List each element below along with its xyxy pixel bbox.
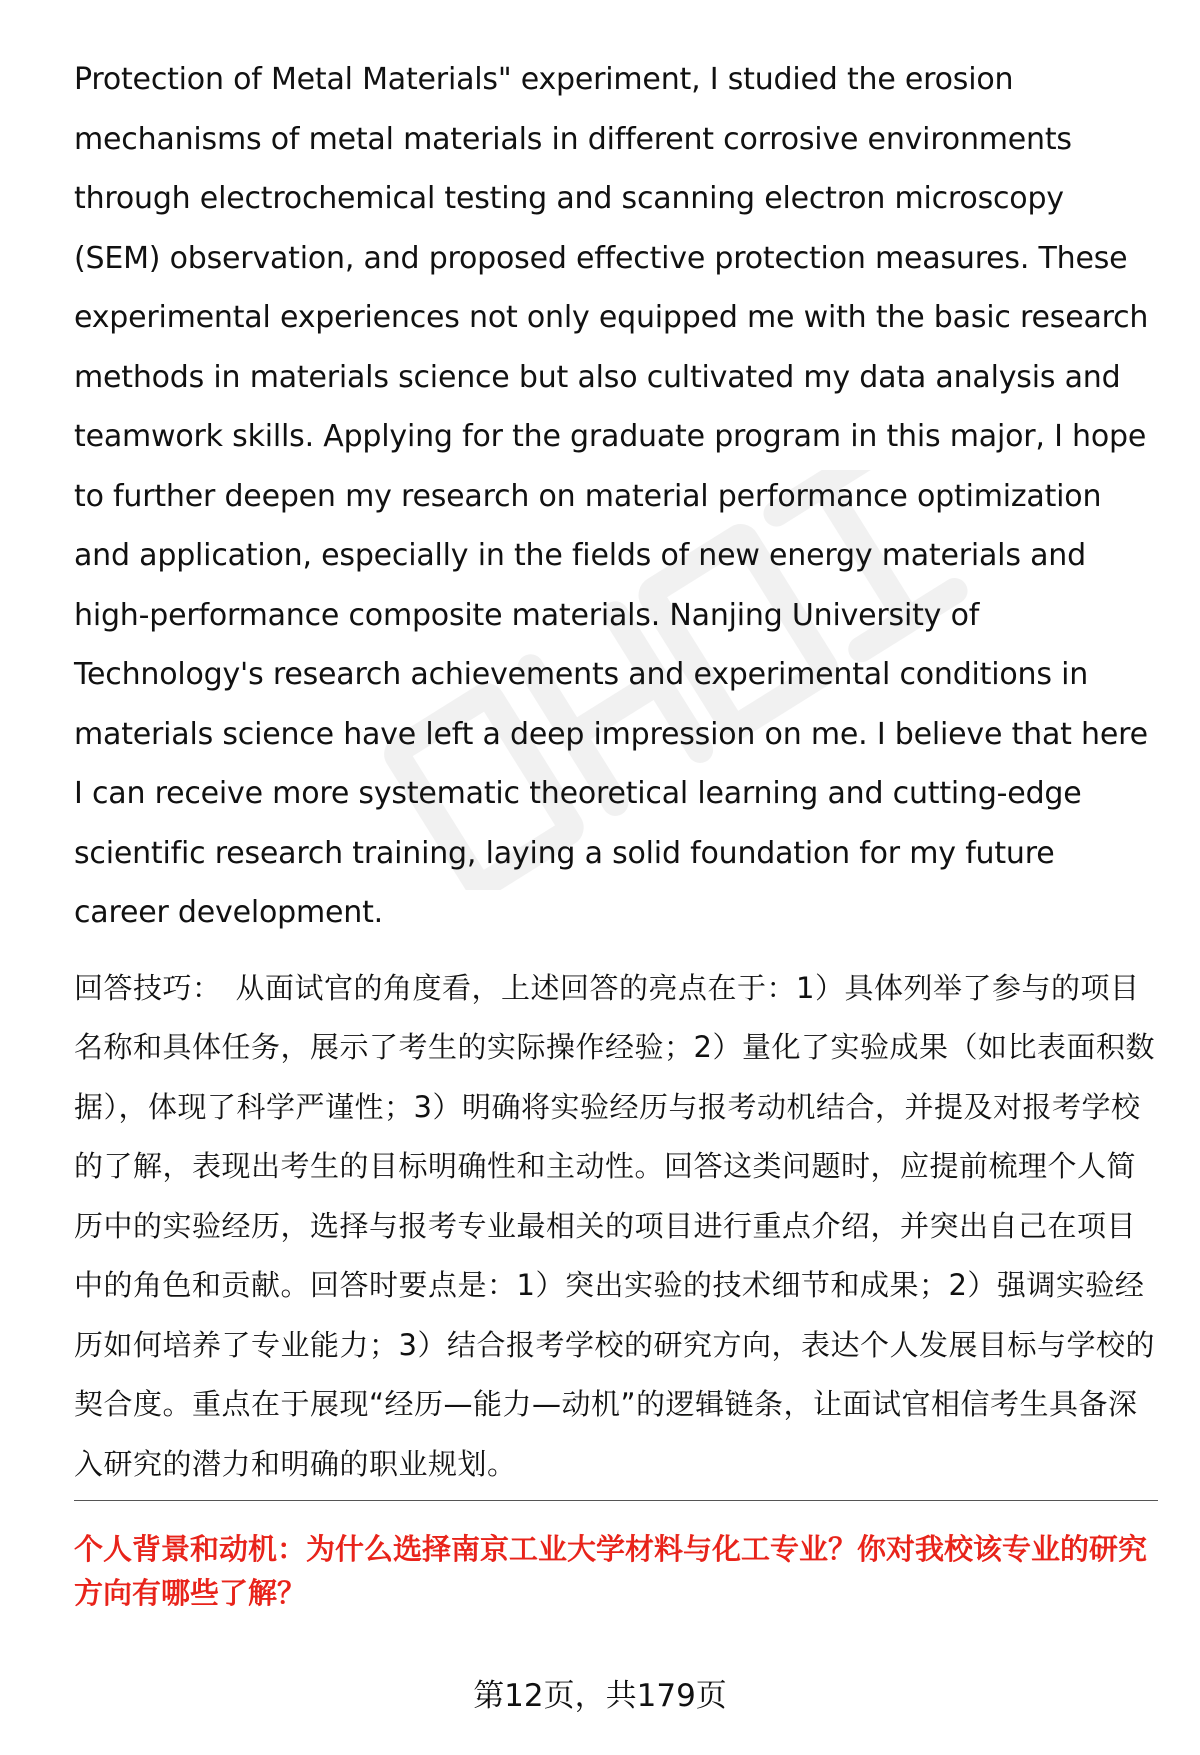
answer-tips-paragraph [74,959,1158,1495]
interview-question-heading: 个人背景和动机：为什么选择南京工业大学材料与化工专业？你对我校该专业的研究方向有哪些了解？ [74,1532,1148,1610]
answer-tips-label: 回答技巧： [74,970,222,1005]
section-divider [74,1500,1158,1501]
answer-tips-text: 从面试官的角度看，上述回答的亮点在于：1）具体列举了参与的项目名称和具体任务，展示了考生的实际操作经验；2）量化了实验成果（如比表面积数据），体现了科学严谨性；3）明确将实验经历与报考动机结合，并提及对报考学校的了解，表现出考生的目标明确性和主动性。回答这类问题时，应提前梳理个人简历中的实验经历，选择与报考专业最相关的项目进行重点介绍，并突出自己在项目中的角色和贡献。回答时要点是：1）突出实验的技术细节和成果；2）强调实验经历如何培养了专业能力；3）结合报考学校的研究方向，表达个人发展目标与学校的契合度。重点在于展现“经历—能力—动机”的逻辑链条，让面试官相信考生具备深入研究的潜力和明确的职业规划。 [74,970,1155,1481]
english-answer-paragraph: Protection of Metal Materials" experiment, I studied the erosion mechanisms of metal materials in different corrosive environments through electrochemical testing and scanning electron microscopy (SEM) observation, and proposed effective protection measures. These experimental experiences not only equipped me with the basic research methods in materials science but also cultivated my data analysis and teamwork skills. Applying for the graduate program in this major, I hope to further deepen my research on material performance optimization and application, especially in the fields of new energy materials and high-performance composite materials. Nanjing University of Technology's research achievements and experimental conditions in materials science have left a deep impression on me. I believe that here I can receive more systematic theoretical learning and cutting-edge scientific research training, laying a solid foundation for my future career development. [74,62,1149,930]
document-page [74,50,1158,1494]
page-number-footer: 第12页，共179页 [473,1678,727,1714]
